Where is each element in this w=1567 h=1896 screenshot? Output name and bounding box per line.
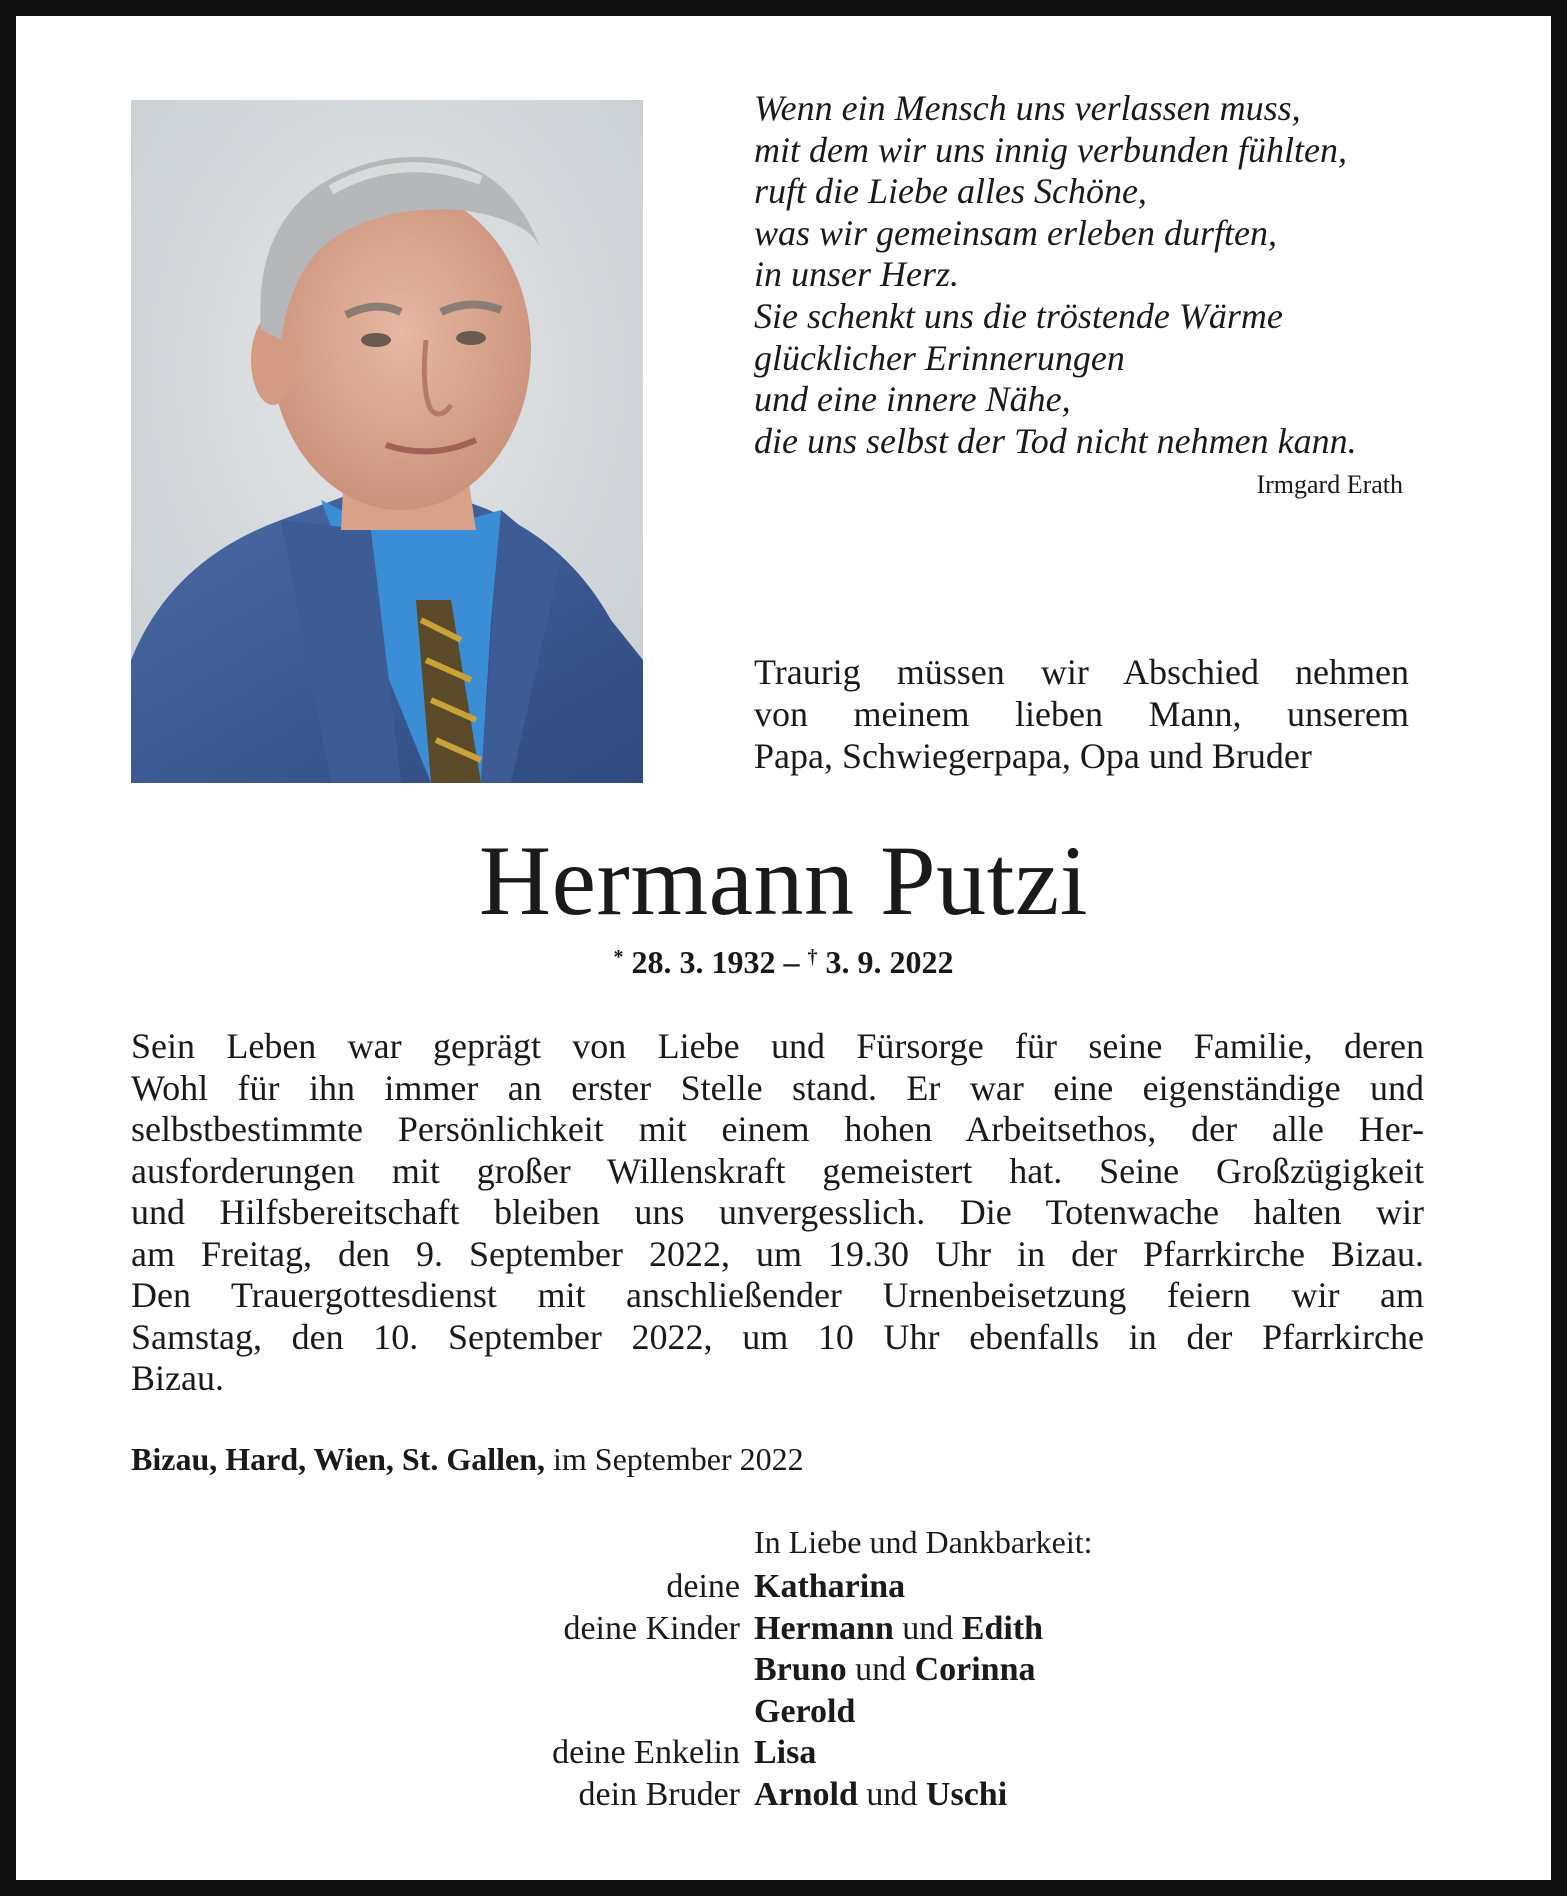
family-name: Katharina [754,1568,906,1605]
body-line: Den Trauergottesdienst mit anschließender Urnenbeisetzung feiern wir am [131,1275,1424,1315]
family-relation: deine Enkelin [552,1734,740,1771]
birth-symbol: * [613,946,624,968]
poem-author: Irmgard Erath [1256,470,1403,499]
intro-line: Papa, Schwiegerpapa, Opa und Bruder [754,736,1312,776]
family-name: Lisa [754,1734,817,1771]
poem-line: mit dem wir uns innig verbunden fühlten, [754,129,1347,170]
poem-line: glücklicher Erinnerungen [754,337,1125,378]
places-locations: Bizau, Hard, Wien, St. Gallen, [131,1441,545,1477]
poem-line: und eine innere Nähe, [754,379,1071,420]
body-line: und Hilfsbereitschaft bleiben uns unvergesslich. Die Totenwache halten wir [131,1192,1424,1232]
family-names [754,1566,905,1608]
poem [754,88,1454,462]
family-name: Corinna [914,1651,1036,1688]
family-names [754,1732,816,1774]
family-row [16,1608,1551,1650]
poem-line: was wir gemeinsam erleben durften, [754,212,1277,253]
family-connector: und [855,1651,907,1688]
obituary-page [16,16,1551,1880]
date-dash: – [783,944,800,980]
body-line: Wohl für ihn immer an erster Stelle stand. Er war eine eigenständige und [131,1067,1424,1108]
poem-line: in unser Herz. [754,254,959,295]
life-dates [16,944,1551,981]
thanks-line: In Liebe und Dankbarkeit: [754,1524,1093,1560]
death-date: 3. 9. 2022 [825,944,954,980]
family-name: Bruno [754,1651,847,1688]
body-line: Samstag, den 10. September 2022, um 10 Uhr ebenfalls in der Pfarrkirche [131,1316,1424,1357]
family-relation: dein Bruder [578,1775,740,1813]
family-relation: deine [666,1568,740,1605]
body-line: selbstbestimmte Persönlichkeit mit einem hohen Arbeitsethos, der alle Her- [131,1109,1424,1149]
family-connector: und [866,1775,918,1813]
portrait-illustration [131,100,643,783]
family-name: Edith [961,1609,1044,1647]
birth-date: 28. 3. 1932 [631,944,776,980]
family-relation: deine Kinder [563,1609,740,1647]
poem-line: ruft die Liebe alles Schöne, [754,171,1147,212]
family-name: Arnold [754,1775,858,1813]
body-line: ausforderungen mit großer Willenskraft gemeistert hat. Seine Großzügigkeit [131,1150,1424,1191]
body-line: Bizau. [131,1358,224,1398]
family-names [754,1608,1043,1650]
intro-line: Traurig müssen wir Abschied nehmen [754,652,1409,692]
intro-line: von meinem lieben Mann, unserem [754,694,1409,734]
body-line: am Freitag, den 9. September 2022, um 19.30 Uhr in der Pfarrkirche Bizau. [131,1233,1424,1274]
family-names [754,1774,1007,1816]
places-line [131,1441,804,1478]
body-line: Sein Leben war geprägt von Liebe und Fürsorge für seine Familie, deren [131,1026,1424,1066]
portrait-photo [131,100,643,783]
family-row [16,1691,1551,1733]
family-name: Uschi [925,1775,1008,1813]
death-symbol: † [807,946,818,968]
family-name: Hermann [754,1609,894,1647]
family-row [16,1566,1551,1608]
family-list [16,1566,1551,1815]
poem-line: Wenn ein Mensch uns verlassen muss, [754,88,1301,128]
family-row [16,1649,1551,1691]
family-row [16,1732,1551,1774]
intro-text [754,651,1409,777]
poem-line: die uns selbst der Tod nicht nehmen kann. [754,420,1357,461]
obituary-body [131,1026,1424,1400]
deceased-name: Hermann Putzi [478,825,1089,936]
family-name: Gerold [754,1692,856,1730]
family-names [754,1691,855,1733]
family-row [16,1774,1551,1816]
family-names [754,1649,1036,1691]
poem-line: Sie schenkt uns die tröstende Wärme [754,295,1283,336]
family-connector: und [902,1609,954,1647]
places-date: im September 2022 [552,1441,804,1477]
